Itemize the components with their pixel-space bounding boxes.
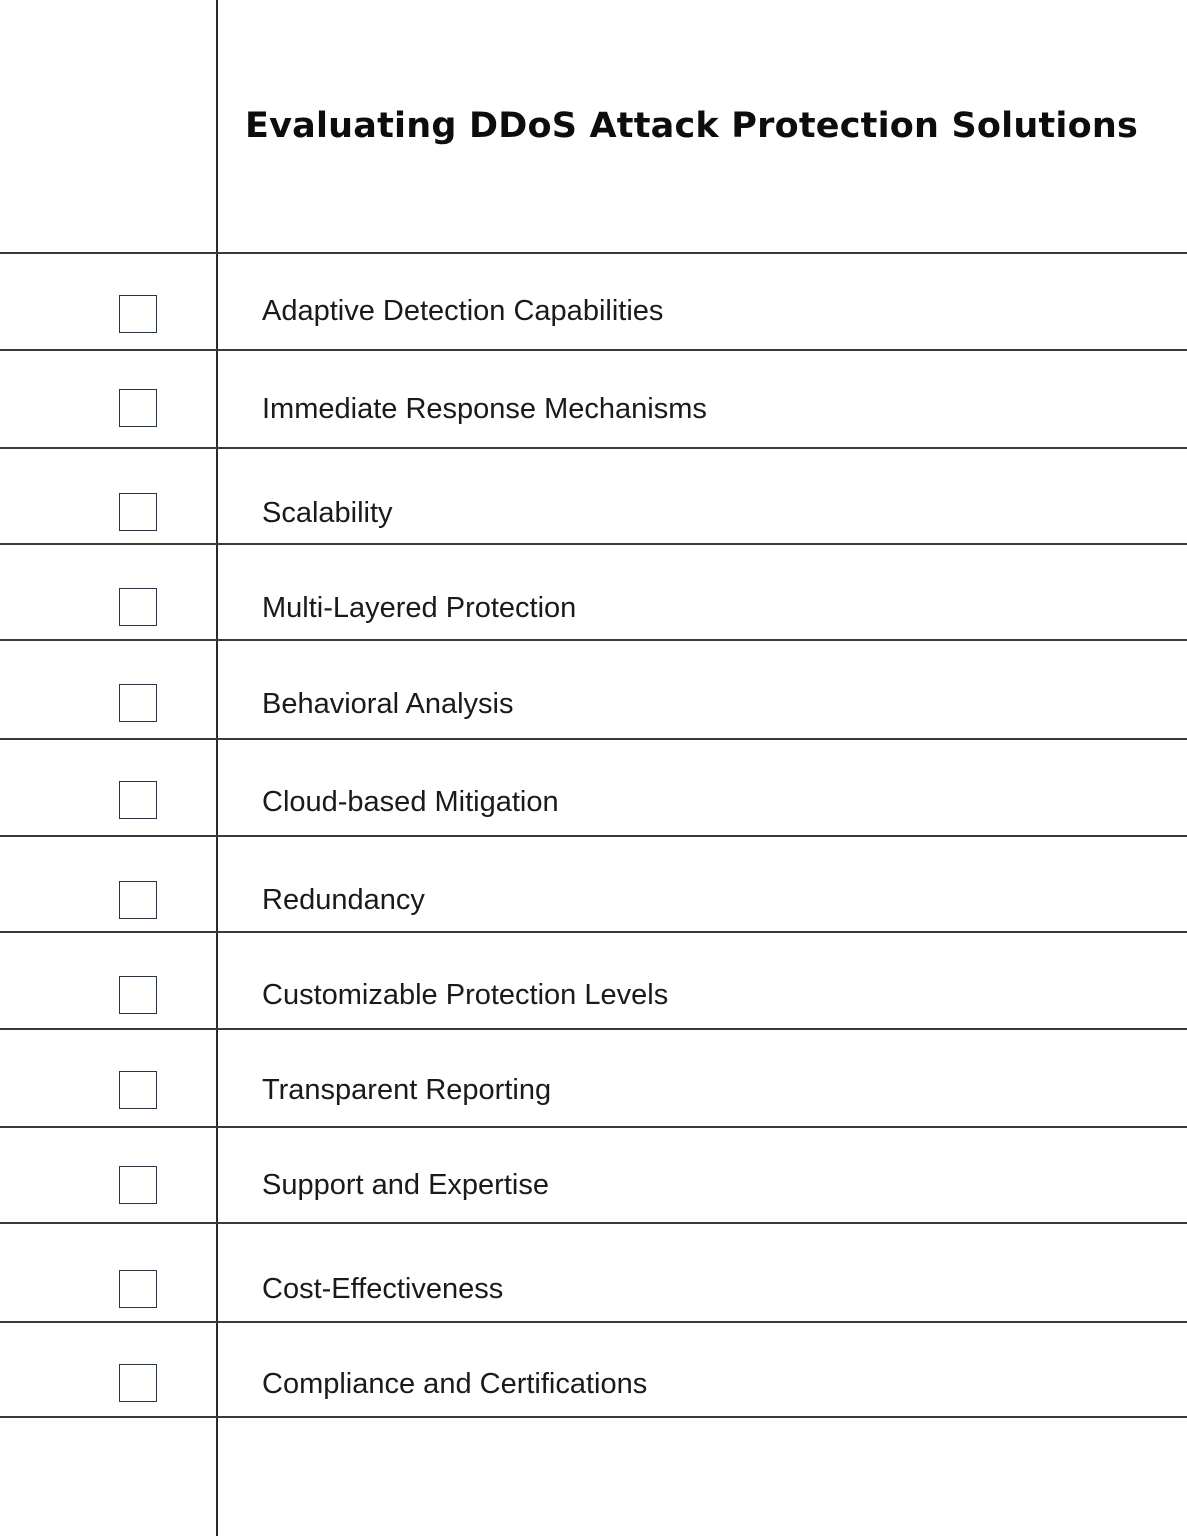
row-divider	[0, 447, 1187, 449]
row-divider	[0, 543, 1187, 545]
item-label-cost-effectiveness: Cost-Effectiveness	[262, 1273, 504, 1305]
row-divider	[0, 639, 1187, 641]
item-label-cloud-mitigation: Cloud-based Mitigation	[262, 786, 559, 818]
checkbox-behavioral-analysis[interactable]	[119, 684, 157, 722]
item-label-compliance-certifications: Compliance and Certifications	[262, 1368, 648, 1400]
checkbox-cost-effectiveness[interactable]	[119, 1270, 157, 1308]
checkbox-support-expertise[interactable]	[119, 1166, 157, 1204]
item-label-redundancy: Redundancy	[262, 884, 425, 916]
item-label-transparent-reporting: Transparent Reporting	[262, 1074, 552, 1106]
page-title: Evaluating DDoS Attack Protection Solutions	[245, 106, 1139, 146]
row-divider	[0, 931, 1187, 933]
checkbox-cloud-mitigation[interactable]	[119, 781, 157, 819]
item-label-immediate-response: Immediate Response Mechanisms	[262, 393, 707, 425]
row-divider	[0, 1126, 1187, 1128]
checkbox-immediate-response[interactable]	[119, 389, 157, 427]
column-divider	[216, 0, 218, 1536]
checkbox-adaptive-detection[interactable]	[119, 295, 157, 333]
item-label-behavioral-analysis: Behavioral Analysis	[262, 688, 514, 720]
checkbox-multi-layered[interactable]	[119, 588, 157, 626]
item-label-support-expertise: Support and Expertise	[262, 1169, 549, 1201]
checkbox-compliance-certifications[interactable]	[119, 1364, 157, 1402]
row-divider	[0, 738, 1187, 740]
checkbox-transparent-reporting[interactable]	[119, 1071, 157, 1109]
item-label-customizable-levels: Customizable Protection Levels	[262, 979, 669, 1011]
row-divider	[0, 1416, 1187, 1418]
row-divider	[0, 1222, 1187, 1224]
row-divider	[0, 349, 1187, 351]
row-divider	[0, 835, 1187, 837]
header-divider	[0, 252, 1187, 254]
row-divider	[0, 1321, 1187, 1323]
checkbox-scalability[interactable]	[119, 493, 157, 531]
item-label-multi-layered: Multi-Layered Protection	[262, 592, 577, 624]
checkbox-customizable-levels[interactable]	[119, 976, 157, 1014]
item-label-adaptive-detection: Adaptive Detection Capabilities	[262, 295, 664, 327]
row-divider	[0, 1028, 1187, 1030]
checkbox-redundancy[interactable]	[119, 881, 157, 919]
item-label-scalability: Scalability	[262, 497, 393, 529]
